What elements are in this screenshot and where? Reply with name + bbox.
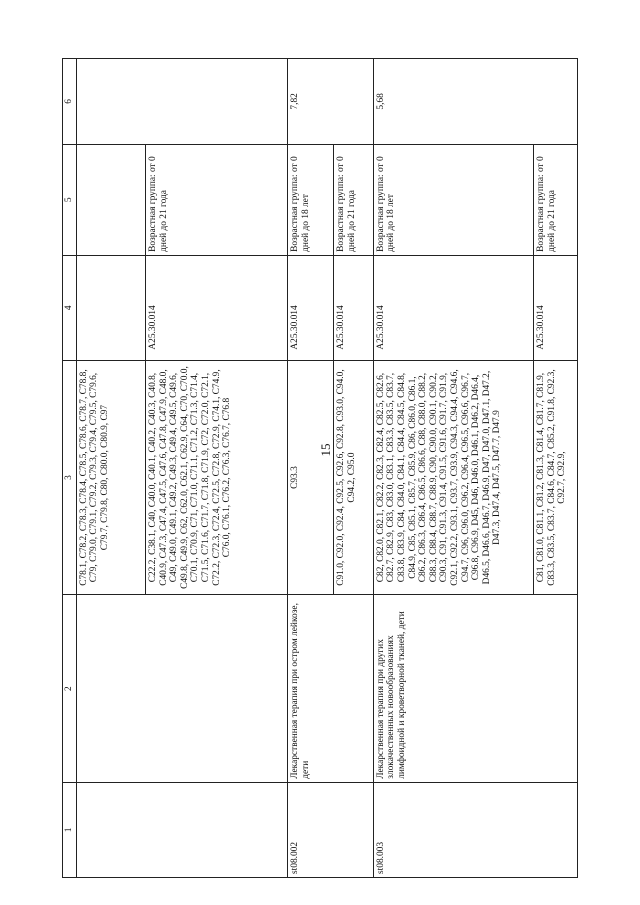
row-code: [334, 782, 374, 877]
column-header: 2: [63, 595, 77, 782]
service-code: A25.30.014: [373, 255, 533, 360]
row-code: [146, 782, 288, 877]
criterion: Возрастная группа: от 0 дней до 21 года: [534, 144, 578, 255]
row-code: [76, 782, 145, 877]
service-code: [76, 255, 145, 360]
criterion: [76, 144, 145, 255]
table-row: [146, 59, 288, 878]
coefficient: [146, 59, 288, 145]
row-name: [146, 595, 288, 782]
coefficient: 7,82: [288, 59, 334, 145]
service-code: A25.30.014: [288, 255, 334, 360]
icd-codes: С93.3: [288, 360, 334, 595]
coefficient: 5,68: [373, 59, 533, 145]
table-row: [373, 59, 533, 878]
header-row: [63, 59, 77, 878]
icd-codes: С78.1, С78.2, С78.3, С78.4, С78.5, С78.6, С78.7, С78.8, С79, С79.0, С79.1, С79.2, С79.3, С79.4, С79.5, С79.6, С79.7, С79.8, С80, С80.0, С80.9, С97: [76, 360, 145, 595]
column-header: 1: [63, 782, 77, 877]
criterion: Возрастная группа: от 0 дней до 18 лет: [373, 144, 533, 255]
column-header: 3: [63, 360, 77, 595]
coefficient: [334, 59, 374, 145]
icd-codes: С91.0, С92.0, С92.4, С92.5, С92.6, С92.8, С93.0, С94.0, С94.2, С95.0: [334, 360, 374, 595]
service-code: A25.30.014: [534, 255, 578, 360]
icd-codes: С82, С82.0, С82.1, С82.2, С82.3, С82.4, С82.5, С82.6, С82.7, С82.9, С83, С83.0, С83.1, С83.3, С83.5, С83.7, С83.8, С83.9, С84, С84.0, С84.1, С84.4, С84.5, С84.8, С84.9, С85, С85.1, С85.7, С85.9, С86, С86.0, С86.1, С86.2, С86.3, С86.4, С86.5, С86.6, С88, С88.0, С88.2, С88.3, С88.4, С88.7, С88.9, С90, С90.0, С90.1, С90.2, С90.3, С91, С91.3, С91.4, С91.5, С91.6, С91.7, С91.9, С92.1, С92.2, С93.1, С93.7, С93.9, С94.3, С94.4, С94.6, С94.7, С96, С96.0, С96.2, С96.4, С96.5, С96.6, С96.7, С96.8, С96.9, D45, D46, D46.0, D46.1, D46.2, D46.4, D46.5, D46.6, D46.7, D46.9, D47, D47.0, D47.1, D47.2, D47.3, D47.4, D47.5, D47.7, D47.9: [373, 360, 533, 595]
row-code: [534, 782, 578, 877]
row-name: Лекарственная терапия при других злокачественных новообразованиях лимфоидной и кроветворной тканей, дети: [373, 595, 533, 782]
column-header: 6: [63, 59, 77, 145]
table-row: [76, 59, 145, 878]
tariff-table: [62, 58, 578, 878]
row-code: st08.003: [373, 782, 533, 877]
tariff-table-sheet: [62, 58, 578, 878]
page-number: 15: [318, 443, 333, 457]
criterion: Возрастная группа: от 0 дней до 21 года: [146, 144, 288, 255]
table-row: [334, 59, 374, 878]
row-name: Лекарственная терапия при остром лейкозе, дети: [288, 595, 334, 782]
row-name: [334, 595, 374, 782]
column-header: 5: [63, 144, 77, 255]
row-name: [76, 595, 145, 782]
service-code: A25.30.014: [146, 255, 288, 360]
icd-codes: С22.2, С38.1, С40, С40.0, С40.1, С40.2, С40.3, С40.8, С40.9, С47.3, С47.4, С47.5, С47.6, С47.8, С47.9, С48.0, С49, С49.0, С49.1, С49.2, С49.3, С49.4, С49.5, С49.6, С49.8, С49.9, С62, С62.0, С62.1, С62.9, С64, С70, С70.0, С70.1, С70.9, С71, С71.0, С71.1, С71.2, С71.3, С71.4, С71.5, С71.6, С71.7, С71.8, С71.9, С72, С72.0, С72.1, С72.2, С72.3, С72.4, С72.5, С72.8, С72.9, С74.1, С74.9, С76.0, С76.1, С76.2, С76.3, С76.7, С76.8: [146, 360, 288, 595]
coefficient: [534, 59, 578, 145]
row-code: st08.002: [288, 782, 334, 877]
criterion: Возрастная группа: от 0 дней до 18 лет: [288, 144, 334, 255]
row-name: [534, 595, 578, 782]
column-header: 4: [63, 255, 77, 360]
icd-codes: С81, С81.0, С81.1, С81.2, С81.3, С81.4, С81.7, С81.9, С83.3, С83.5, С83.7, С84.6, С84.7, С85.2, С91.8, С92.3, С92.7, С92.9,: [534, 360, 578, 595]
criterion: Возрастная группа: от 0 дней до 21 года: [334, 144, 374, 255]
table-row: [288, 59, 334, 878]
coefficient: [76, 59, 145, 145]
service-code: A25.30.014: [334, 255, 374, 360]
table-row: [534, 59, 578, 878]
